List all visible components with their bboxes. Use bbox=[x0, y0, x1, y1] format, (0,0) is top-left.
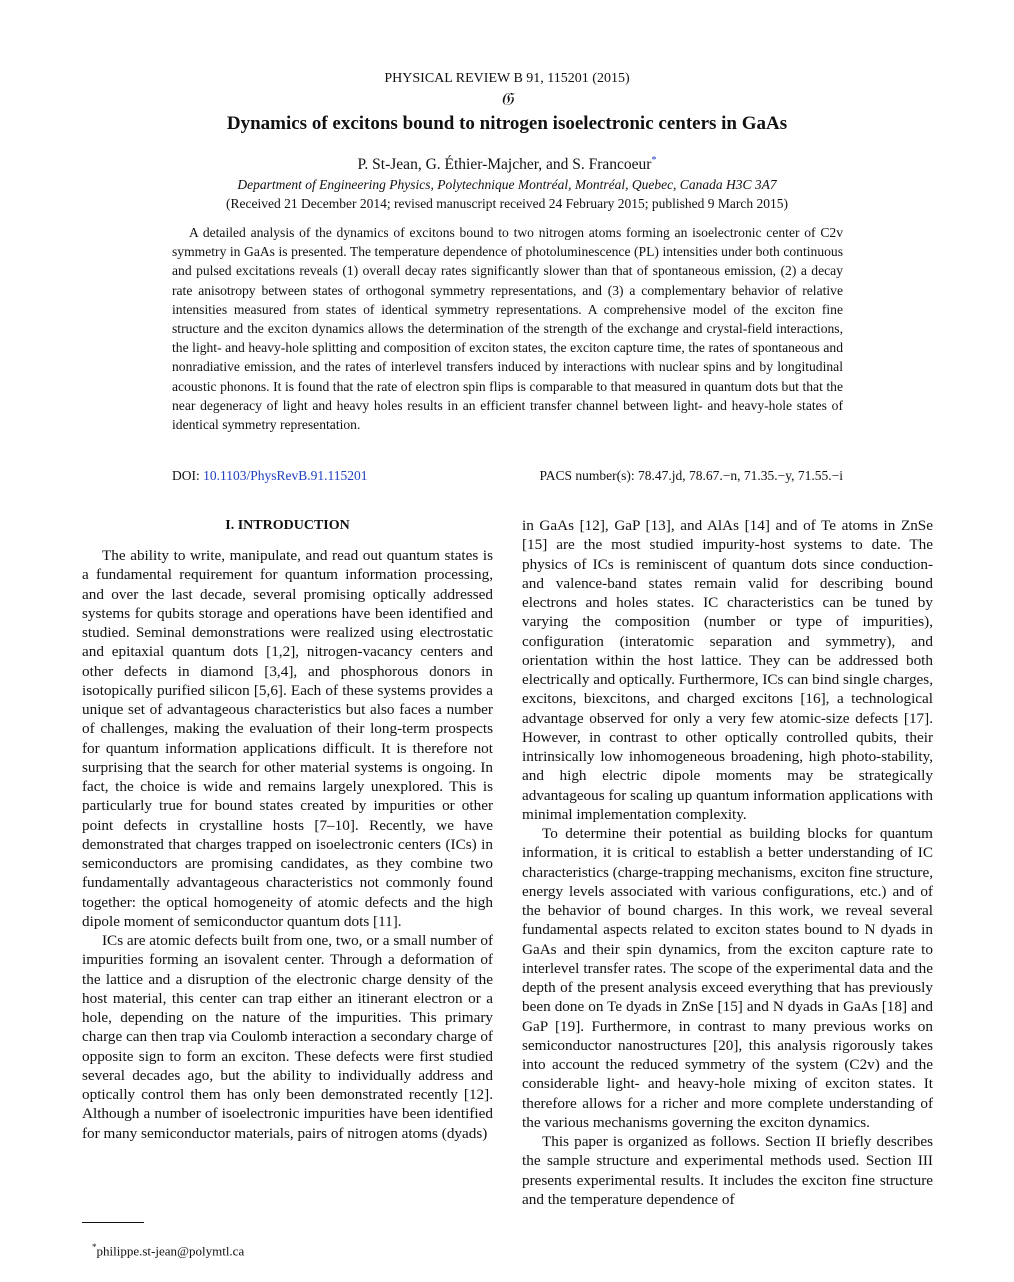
paragraph: in GaAs [12], GaP [13], and AlAs [14] and of Te atoms in ZnSe [15] are the most studied impurity-host systems to date. The physics of ICs is reminiscent of quantum dots since conduction- and valence-band states remain valid for describing bound electrons and holes states. IC characteristics can be tuned by varying the composition (number or type of impurities), configuration (interatomic separation and symmetry), and orientation within the host lattice. They can be addressed both electrically and optically. Furthermore, ICs can bind single charges, excitons, biexcitons, and charged excitons [16], a technological advantage observed for only a very few atomic-size defects [17]. However, in contrast to other optically controlled qubits, their intrinsically low inhomogeneous broadening, high photo-stability, and high electric dipole moments may be strategically advantageous for scaling up quantum information applications with minimal implementation complexity. bbox=[522, 517, 933, 823]
paper-title: Dynamics of excitons bound to nitrogen isoelectronic centers in GaAs bbox=[226, 113, 788, 134]
footnote-mark: * bbox=[92, 1242, 97, 1252]
doi-link[interactable]: 10.1103/PhysRevB.91.115201 bbox=[203, 468, 368, 483]
right-column bbox=[522, 516, 933, 1209]
paragraph: To determine their potential as building blocks for quantum information, it is critical to establish a better understanding of IC characteristics (charge-trapping mechanisms, exciton fine structure, energy levels associated with various configurations, etc.) and of the behavior of bound charges. In this work, we reveal several fundamental aspects related to exciton states bound to N dyads in GaAs and their spin dynamics, from the exciton capture rate to interlevel transfer rates. The scope of the experimental data and the depth of the present analysis exceed everything that has previously been done on Te dyads in ZnSe [15] and N dyads in GaAs [18] and GaP [19]. Furthermore, in contrast to many previous works on semiconductor nanostructures [20], this analysis rigorously takes into account the reduced symmetry of the system (C2v) and the considerable light- and heavy-hole mixing of exciton states. It therefore allows for a richer and more complete understanding of the various mechanisms governing the exciton dynamics. bbox=[522, 825, 933, 1131]
journal-logo-icon: 𝔊 bbox=[500, 89, 514, 109]
footnote-divider bbox=[82, 1222, 144, 1223]
pacs-numbers: PACS number(s): 78.47.jd, 78.67.−n, 71.35.−y, 71.55.−i bbox=[539, 468, 843, 483]
doi bbox=[172, 468, 368, 484]
journal-header: PHYSICAL REVIEW B 91, 115201 (2015) bbox=[384, 71, 630, 86]
left-column bbox=[82, 516, 493, 1143]
authors bbox=[0, 155, 1014, 174]
paragraph: This paper is organized as follows. Section II briefly describes the sample structure and experimental methods used. Section III presents experimental results. It includes the exciton fine structure and the temperature dependence of bbox=[522, 1133, 933, 1208]
doi-label: DOI: bbox=[172, 468, 200, 483]
footnote bbox=[92, 1242, 244, 1259]
section-heading: I. INTRODUCTION bbox=[225, 518, 350, 533]
footnote-email[interactable]: philippe.st-jean@polymtl.ca bbox=[96, 1243, 245, 1259]
abstract: A detailed analysis of the dynamics of excitons bound to two nitrogen atoms forming an isoelectronic center of C2v symmetry in GaAs is presented. The temperature dependence of photoluminescence (PL) intensities under both continuous and pulsed excitations reveals (1) overall decay rates significantly slower than that of spontaneous emission, (2) a decay rate anisotropy between states of orthogonal symmetry representations, and (3) a complementary behavior of relative intensities measured from states of identical symmetry representations. A comprehensive model of the exciton fine structure and the exciton dynamics allows the determination of the strength of the exchange and crystal-field interactions, the light- and heavy-hole splitting and composition of exciton states, the exciton capture time, the rates of spontaneous and nonradiative emission, and the rates of interlevel transfers induced by interactions with nuclear spins and by longitudinal acoustic phonons. It is found that the rate of electron spin flips is comparable to that measured in quantum dots but that the near degeneracy of light and heavy holes results in an efficient transfer channel between light- and heavy-hole states of identical symmetry representation. bbox=[172, 225, 843, 433]
doi-pacs-line bbox=[172, 468, 843, 484]
author-list: P. St-Jean, G. Éthier-Majcher, and S. Francoeur bbox=[357, 156, 652, 174]
received-dates: (Received 21 December 2014; revised manuscript received 24 February 2015; published 9 March 2015) bbox=[226, 196, 788, 211]
affiliation: Department of Engineering Physics, Polytechnique Montréal, Montréal, Quebec, Canada H3C 3A7 bbox=[237, 177, 777, 192]
author-footnote-mark[interactable]: * bbox=[651, 155, 657, 166]
paragraph: The ability to write, manipulate, and read out quantum states is a fundamental requirement for quantum information processing, and over the last decade, several promising optically addressed systems for qubits storage and operations have been identified and studied. Seminal demonstrations were realized using electrostatic and epitaxial quantum dots [1,2], nitrogen-vacancy centers and other defects in diamond [3,4], and phosphorous donors in isotopically purified silicon [5,6]. Each of these systems provides a unique set of advantageous characteristics but also faces a number of challenges, making the evaluation of their long-term prospects for quantum information applications difficult. It is therefore not surprising that the search for other material systems is ongoing. In fact, the choice is wide and remains largely unexplored. This is particularly true for bound states created by impurities or other point defects in crystalline hosts [7–10]. Recently, we have demonstrated that charges trapped on isoelectronic centers (ICs) in semiconductors are promising candidates, as they combine two fundamentally advantageous characteristics not commonly found together: the optical homogeneity of atomic defects and the high dipole moment of semiconductor quantum dots [11]. bbox=[82, 547, 493, 930]
paragraph: ICs are atomic defects built from one, two, or a small number of impurities forming an isovalent center. Through a deformation of the lattice and a disruption of the electronic charge density of the host material, this center can trap either an itinerant electron or a hole, depending on the nature of the impurities. This primary charge can then trap via Coulomb interaction a secondary charge of opposite sign to form an exciton. These defects were first studied several decades ago, but the ability to individually address and optically control them has only been demonstrated recently [12]. Although a number of isoelectronic impurities have been identified for many semiconductor materials, pairs of nitrogen atoms (dyads) bbox=[82, 932, 493, 1142]
